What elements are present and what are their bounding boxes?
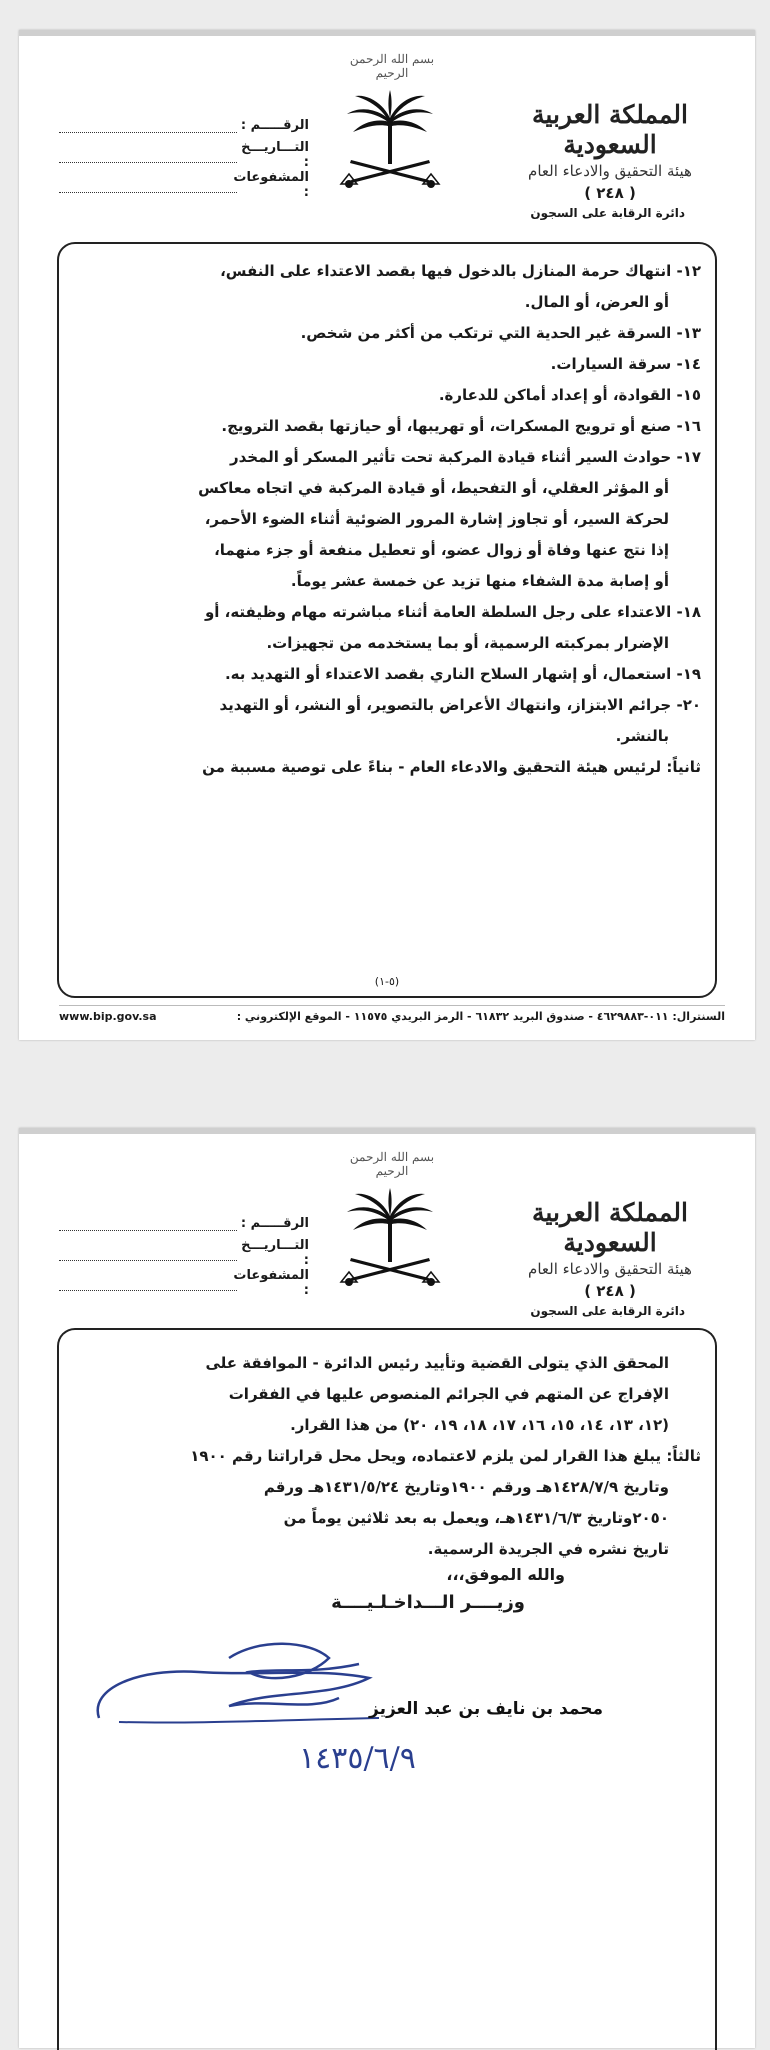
document-page-1: [19, 30, 755, 1040]
text-line: وتاريخ ١٤٢٨/٧/٩هـ ورقم ١٩٠٠وتاريخ ١٤٣١/٥/٢٤هـ ورقم: [263, 1478, 669, 1496]
signature-date: ١٤٣٥/٦/٩: [299, 1741, 416, 1776]
number-line: [59, 1216, 237, 1231]
department-name: دائرة الرقابة على السجون: [530, 206, 685, 220]
text-line: (١٢، ١٣، ١٤، ١٥، ١٦، ١٧، ١٨، ١٩، ٢٠) من هذا القرار.: [290, 1416, 669, 1434]
text-line: إذا نتج عنها وفاة أو زوال عضو، أو تعطيل منفعة أو جزء منهما،: [214, 541, 669, 559]
kingdom-name: المملكة العربية السعودية: [532, 1198, 688, 1257]
text-line: الإضرار بمركبته الرسمية، أو بما يستخدمه من تجهيزات.: [266, 634, 669, 652]
signature-name: محمد بن نايف بن عبد العزيز: [369, 1699, 604, 1719]
reference-number: ( ٢٤٨ ): [584, 184, 636, 202]
attachments-line: [59, 1276, 237, 1291]
saudi-emblem-icon: [337, 88, 443, 198]
text-line: ١٣- السرقة غير الحدية التي ترتكب من أكثر من شخص.: [300, 324, 701, 342]
text-line: ٢٠- جرائم الابتزاز، وانتهاك الأعراض بالتصوير، أو النشر، أو التهديد: [219, 696, 701, 714]
footer-contact: السنترال: ٠١١-٤٦٢٩٨٨٣ - صندوق البريد ٦١٨٣٢ - الرمز البريدي ١١٥٧٥ - الموقع الإلكتروني :: [236, 1010, 725, 1023]
text-line: ١٦- صنع أو ترويج المسكرات، أو تهريبها، أو حيازتها بقصد الترويج.: [221, 417, 701, 435]
handwritten-signature: [79, 1628, 604, 1788]
letterhead: [495, 100, 725, 220]
number-label: الرقـــــم :: [240, 1215, 309, 1231]
text-line: ١٥- القوادة، أو إعداد أماكن للدعارة.: [438, 386, 701, 404]
text-line: ١٢- انتهاك حرمة المنازل بالدخول فيها بقصد الاعتداء على النفس،: [220, 262, 701, 280]
date-line: [59, 148, 237, 163]
reference-number: ( ٢٤٨ ): [584, 1282, 636, 1300]
text-line: لحركة السير، أو تجاوز إشارة المرور الضوئية أثناء الضوء الأحمر،: [204, 510, 669, 528]
text-line: ثالثاً: يبلغ هذا القرار لمن يلزم لاعتماده، ويحل محل قراراتنا رقم ١٩٠٠: [190, 1447, 701, 1465]
date-label: التـــاريـــخ :: [241, 1238, 309, 1268]
agency-name: هيئة التحقيق والادعاء العام: [528, 162, 692, 180]
attachments-label: المشفوعات :: [233, 170, 309, 200]
text-line: المحقق الذي يتولى القضية وتأييد رئيس الدائرة - الموافقة على: [205, 1354, 669, 1372]
date-label: التـــاريـــخ :: [241, 140, 309, 170]
text-line: ١٧- حوادث السير أثناء قيادة المركبة تحت تأثير المسكر أو المخدر: [229, 448, 701, 466]
page-number: (٥-١): [374, 975, 400, 988]
saudi-emblem-icon: [337, 1186, 443, 1296]
text-line: ثانياً: لرئيس هيئة التحقيق والادعاء العام - بناءً على توصية مسببة من: [202, 758, 701, 776]
header-fields: [59, 110, 309, 200]
text-line: ١٩- استعمال، أو إشهار السلاح الناري بقصد الاعتداء أو التهديد به.: [224, 665, 701, 683]
date-line: [59, 1246, 237, 1261]
closing-phrase: والله الموفق،،،: [446, 1565, 565, 1584]
kingdom-name: المملكة العربية السعودية: [532, 100, 688, 159]
text-line: بالنشر.: [615, 727, 669, 745]
number-line: [59, 118, 237, 133]
content-box: [57, 242, 717, 998]
text-line: ١٨- الاعتداء على رجل السلطة العامة أثناء مباشرته مهام وظيفته، أو: [204, 603, 701, 621]
header-fields: [59, 1208, 309, 1298]
basmala: بسم الله الرحمن الرحيم: [349, 52, 435, 80]
text-line: تاريخ نشره في الجريدة الرسمية.: [427, 1540, 669, 1558]
text-line: أو المؤثر العقلي، أو التفحيط، أو قيادة المركبة في اتجاه معاكس: [198, 479, 669, 497]
letterhead: [495, 1198, 725, 1318]
department-name: دائرة الرقابة على السجون: [530, 1304, 685, 1318]
minister-title: وزيــــر الـــداخـلـيــــة: [331, 1592, 525, 1613]
attachments-label: المشفوعات :: [233, 1268, 309, 1298]
agency-name: هيئة التحقيق والادعاء العام: [528, 1260, 692, 1278]
number-label: الرقـــــم :: [240, 117, 309, 133]
document-page-2: [19, 1128, 755, 2048]
page-top-border: [19, 1128, 755, 1134]
text-line: أو إصابة مدة الشفاء منها تزيد عن خمسة عشر يوماً.: [290, 572, 669, 590]
page-footer: [59, 1005, 725, 1023]
text-line: ١٤- سرقة السيارات.: [550, 355, 701, 373]
text-line: الإفراج عن المتهم في الجرائم المنصوص عليها في الفقرات: [228, 1385, 669, 1403]
footer-website: www.bip.gov.sa: [59, 1010, 157, 1023]
basmala: بسم الله الرحمن الرحيم: [349, 1150, 435, 1178]
text-line: أو العرض، أو المال.: [524, 293, 669, 311]
page-top-border: [19, 30, 755, 36]
attachments-line: [59, 178, 237, 193]
text-line: ٢٠٥٠وتاريخ ١٤٣١/٦/٣هـ، ويعمل به بعد ثلاثين يوماً من: [283, 1509, 669, 1527]
